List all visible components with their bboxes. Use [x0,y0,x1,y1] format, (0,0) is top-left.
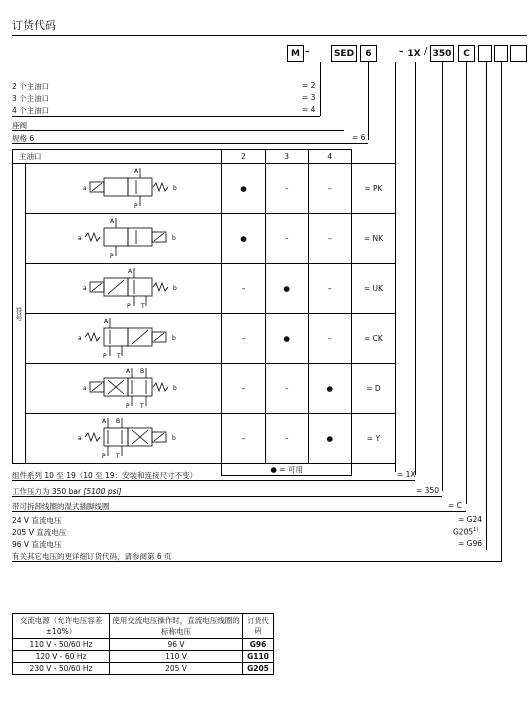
title-rule [12,35,527,36]
svg-text:A: A [128,268,133,275]
port-option-3: 3 个主油口 [12,94,50,103]
ac-voltage-table [12,613,274,675]
col-header-2: 2 [222,150,265,164]
symbol-cell [26,364,222,414]
svg-text:b: b [173,385,178,392]
svg-text:b: b [172,335,177,342]
ac-header-supply: 交流电源（允许电压容差 ±10%） [13,614,110,639]
svg-text:B: B [116,418,121,425]
other-voltages-note: 有关其它电压的更详细订货代码，请参阅第 6 页 [12,552,172,561]
cell-2: ● [222,164,265,214]
table-row [13,364,396,414]
svg-text:A: A [110,218,115,225]
table-row [13,663,274,675]
code-box-m: M [287,45,304,62]
table-row [13,639,274,651]
code-slash: / [424,46,428,57]
footnote-ref: 1) [473,527,479,533]
ac-supply: 230 V - 50/60 Hz [13,663,110,675]
seat-rule [12,130,344,131]
cell-3: – [265,414,308,464]
valve-symbol-pk [26,164,216,211]
cell-4: – [308,264,351,314]
row-code: = PK [351,164,395,214]
svg-text:a: a [83,185,88,192]
svg-text:A: A [104,318,109,325]
footnote-spacer-right [351,464,395,476]
ac-nominal: 110 V [110,651,243,663]
svg-text:P: P [127,303,131,310]
svg-text:P: P [134,203,138,210]
ac-header-code: 订货代码 [243,614,274,639]
seat-valve-label: 座阀 [12,121,27,130]
voltage-24: 24 V 直流电压 [12,516,62,525]
svg-text:A: A [134,168,139,175]
code-box-blank-2 [494,45,508,62]
pressure-code: = 350 [416,486,439,495]
ac-supply: 120 V - 60 Hz [13,651,110,663]
port-option-2: 2 个主油口 [12,82,50,91]
drop-line-ports [320,62,321,116]
col-header-4: 4 [308,150,351,164]
ac-nominal: 205 V [110,663,243,675]
voltage-205: 205 V 直流电压 [12,528,67,537]
code-box-blank-3 [510,45,527,62]
drop-line-series [415,62,416,475]
code-box-sed: SED [331,45,357,62]
port-code-2: = 2 [302,81,316,90]
svg-text:b: b [173,185,178,192]
row-code: = UK [351,264,395,314]
drop-line-pressure [442,62,443,491]
cell-3: – [265,214,308,264]
cell-4: – [308,164,351,214]
voltage-code-205 [453,527,478,537]
connector-code: = C [448,501,462,510]
table-row [13,651,274,663]
valve-symbol-uk [26,264,216,311]
symbol-table [12,149,395,476]
valve-symbol-ck [26,314,216,361]
table-footnote: ● = 可用 [222,464,351,476]
svg-text:a: a [78,435,83,442]
symbol-cell [26,214,222,264]
svg-text:P: P [110,253,114,260]
svg-text:T: T [141,303,146,310]
code-box-blank-1 [478,45,492,62]
svg-text:P: P [103,353,107,360]
size-label: 规格 6 [12,134,35,143]
series-code: = 1X [397,470,416,479]
ports-rule [12,116,320,117]
cell-3: – [265,364,308,414]
svg-text:A: A [126,368,131,375]
voltage-code-96: = G96 [458,539,483,548]
col-header-3: 3 [265,150,308,164]
row-code: = Y [351,414,395,464]
svg-text:b: b [173,285,178,292]
cell-2: – [222,364,265,414]
ac-code: G110 [243,651,274,663]
table-row [13,214,396,264]
row-code: = NK [351,214,395,264]
svg-text:b: b [172,435,177,442]
code-box-1x: 1X [405,45,423,62]
valve-symbol-d [26,364,216,411]
symbol-cell [26,414,222,464]
cell-3: ● [265,314,308,364]
cell-4: – [308,314,351,364]
table-header-main: 主油口 [13,150,222,164]
svg-text:T: T [117,353,122,360]
svg-text:a: a [83,285,88,292]
size-code: = 6 [352,133,366,142]
size-rule [12,143,368,144]
svg-text:b: b [172,235,177,242]
cell-2: ● [222,214,265,264]
table-row [13,264,396,314]
svg-text:a: a [78,335,83,342]
svg-text:B: B [140,368,145,375]
drop-line-blank [501,62,502,562]
port-code-4: = 4 [302,105,316,114]
drop-line-size [368,62,369,140]
drop-line-symbol [395,62,396,472]
code-col-header [351,150,395,164]
ac-nominal: 96 V [110,639,243,651]
page-title: 订货代码 [12,19,56,32]
svg-text:P: P [102,453,106,460]
code-box-c: C [458,45,475,62]
pressure-text: 工作压力为 350 bar [12,487,84,496]
symbol-cell [26,164,222,214]
cell-4: – [308,214,351,264]
valve-symbol-y [26,414,216,461]
code-box-350: 350 [430,45,454,62]
table-row [13,414,396,464]
cell-4: ● [308,414,351,464]
series-label: 组件系列 10 至 19（10 至 19：安装和连接尺寸不变） [12,471,198,480]
drop-line-connector [466,62,467,504]
connector-label: 带可拆卸线圈的湿式插脚线圈 [12,502,110,511]
code-separator: – [305,47,310,57]
ac-code: G96 [243,639,274,651]
drop-line-voltage [486,62,487,550]
ac-supply: 110 V - 50/60 Hz [13,639,110,651]
cell-3: ● [265,264,308,314]
code-box-6: 6 [360,45,377,62]
svg-text:T: T [140,403,145,410]
symbol-cell [26,314,222,364]
symbol-cell [26,264,222,314]
voltage-code-205-text: G205 [453,527,474,537]
svg-text:a: a [78,235,83,242]
ac-header-nominal: 使用交流电压操作时，直流电压线圈的标称电压 [110,614,243,639]
code-separator: – [399,47,404,57]
svg-text:A: A [102,418,107,425]
voltage-rule [12,561,501,562]
svg-text:P: P [126,403,130,410]
voltage-code-24: = G24 [458,515,483,524]
table-row [13,314,396,364]
row-code: = D [351,364,395,414]
cell-2: – [222,414,265,464]
series-rule [12,480,415,481]
connector-rule [12,511,466,512]
ac-code: G205 [243,663,274,675]
voltage-96: 96 V 直流电压 [12,540,62,549]
port-code-3: = 3 [302,93,316,102]
valve-symbol-nk [26,214,216,261]
pressure-rule [12,496,442,497]
table-row [13,164,396,214]
svg-text:a: a [83,385,88,392]
cell-4: ● [308,364,351,414]
cell-2: – [222,264,265,314]
row-code: = CK [351,314,395,364]
side-label: 符号 [13,164,26,464]
cell-2: – [222,314,265,364]
port-option-4: 4 个主油口 [12,106,50,115]
cell-3: – [265,164,308,214]
pressure-psi: [5100 psi] [83,487,122,496]
svg-text:T: T [116,453,121,460]
